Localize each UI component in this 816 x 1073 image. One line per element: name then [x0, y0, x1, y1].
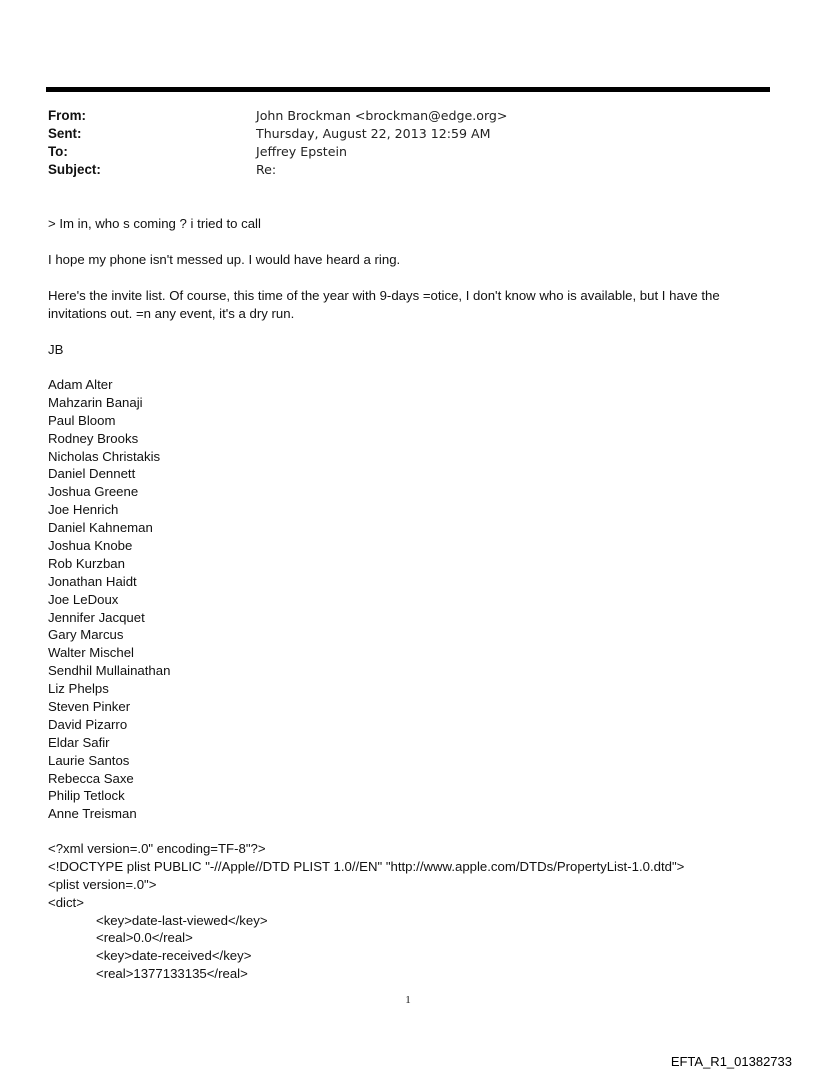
- list-item: Joshua Greene: [48, 484, 139, 500]
- list-item: Joe Henrich: [48, 502, 119, 518]
- list-item: Laurie Santos: [48, 752, 130, 768]
- list-item: Eldar Safir: [48, 734, 110, 750]
- list-item: Walter Mischel: [48, 645, 134, 661]
- list-item: Joshua Knobe: [48, 538, 133, 554]
- subject-value: Re:: [256, 162, 277, 177]
- list-item: Anne Treisman: [48, 806, 137, 822]
- xml-line: <key>date-received</key>: [96, 948, 252, 964]
- list-item: Steven Pinker: [48, 699, 131, 715]
- list-item: Mahzarin Banaji: [48, 394, 143, 410]
- sent-row: [48, 125, 768, 143]
- xml-block: [48, 840, 768, 983]
- list-item: Rob Kurzban: [48, 555, 125, 571]
- xml-line: <!DOCTYPE plist PUBLIC "-//Apple//DTD PLIST 1.0//EN" "http://www.apple.com/DTDs/PropertyList-1.0.dtd">: [48, 858, 685, 874]
- signature: JB: [48, 342, 64, 357]
- list-item: Jonathan Haidt: [48, 573, 137, 589]
- xml-line: <real>1377133135</real>: [96, 966, 248, 982]
- list-item: Adam Alter: [48, 377, 113, 392]
- list-item: Paul Bloom: [48, 412, 116, 428]
- to-value: Jeffrey Epstein: [256, 144, 347, 159]
- list-item: Gary Marcus: [48, 627, 124, 643]
- list-item: Nicholas Christakis: [48, 448, 161, 464]
- list-item: Daniel Dennett: [48, 466, 136, 482]
- from-value: John Brockman <brockman@edge.org>: [256, 108, 508, 123]
- xml-line: <key>date-last-viewed</key>: [96, 912, 268, 928]
- document-id: EFTA_R1_01382733: [670, 1054, 792, 1069]
- xml-line: <?xml version=.0" encoding=TF-8"?>: [48, 841, 266, 856]
- list-item: Jennifer Jacquet: [48, 609, 145, 625]
- email-header: [48, 107, 768, 179]
- xml-line: <real>0.0</real>: [96, 930, 193, 946]
- list-item: Liz Phelps: [48, 681, 109, 697]
- sent-value: Thursday, August 22, 2013 12:59 AM: [256, 126, 491, 141]
- list-item: David Pizarro: [48, 716, 128, 732]
- list-item: Sendhil Mullainathan: [48, 663, 171, 679]
- xml-line: <plist version=.0">: [48, 876, 157, 892]
- quoted-line: > Im in, who s coming ? i tried to call: [48, 216, 261, 231]
- from-row: [48, 107, 768, 125]
- list-item: Philip Tetlock: [48, 788, 125, 804]
- to-label: To:: [48, 144, 68, 159]
- page-number: 1: [405, 994, 411, 1006]
- header-rule: [46, 87, 770, 92]
- sent-label: Sent:: [48, 126, 82, 141]
- body-paragraph-2: Here's the invite list. Of course, this time of the year with 9-days =otice, I don't know who is available, but I have the invitations out. =n any event, it's a dry run.: [48, 288, 720, 321]
- list-item: Joe LeDoux: [48, 591, 119, 607]
- list-item: Rebecca Saxe: [48, 770, 134, 786]
- subject-row: [48, 161, 768, 179]
- list-item: Rodney Brooks: [48, 430, 139, 446]
- list-item: Daniel Kahneman: [48, 520, 153, 536]
- subject-label: Subject:: [48, 162, 101, 177]
- to-row: [48, 143, 768, 161]
- xml-line: <dict>: [48, 894, 84, 910]
- body-paragraph-1: I hope my phone isn't messed up. I would have heard a ring.: [48, 252, 401, 267]
- from-label: From:: [48, 108, 86, 123]
- invite-list: [48, 376, 170, 823]
